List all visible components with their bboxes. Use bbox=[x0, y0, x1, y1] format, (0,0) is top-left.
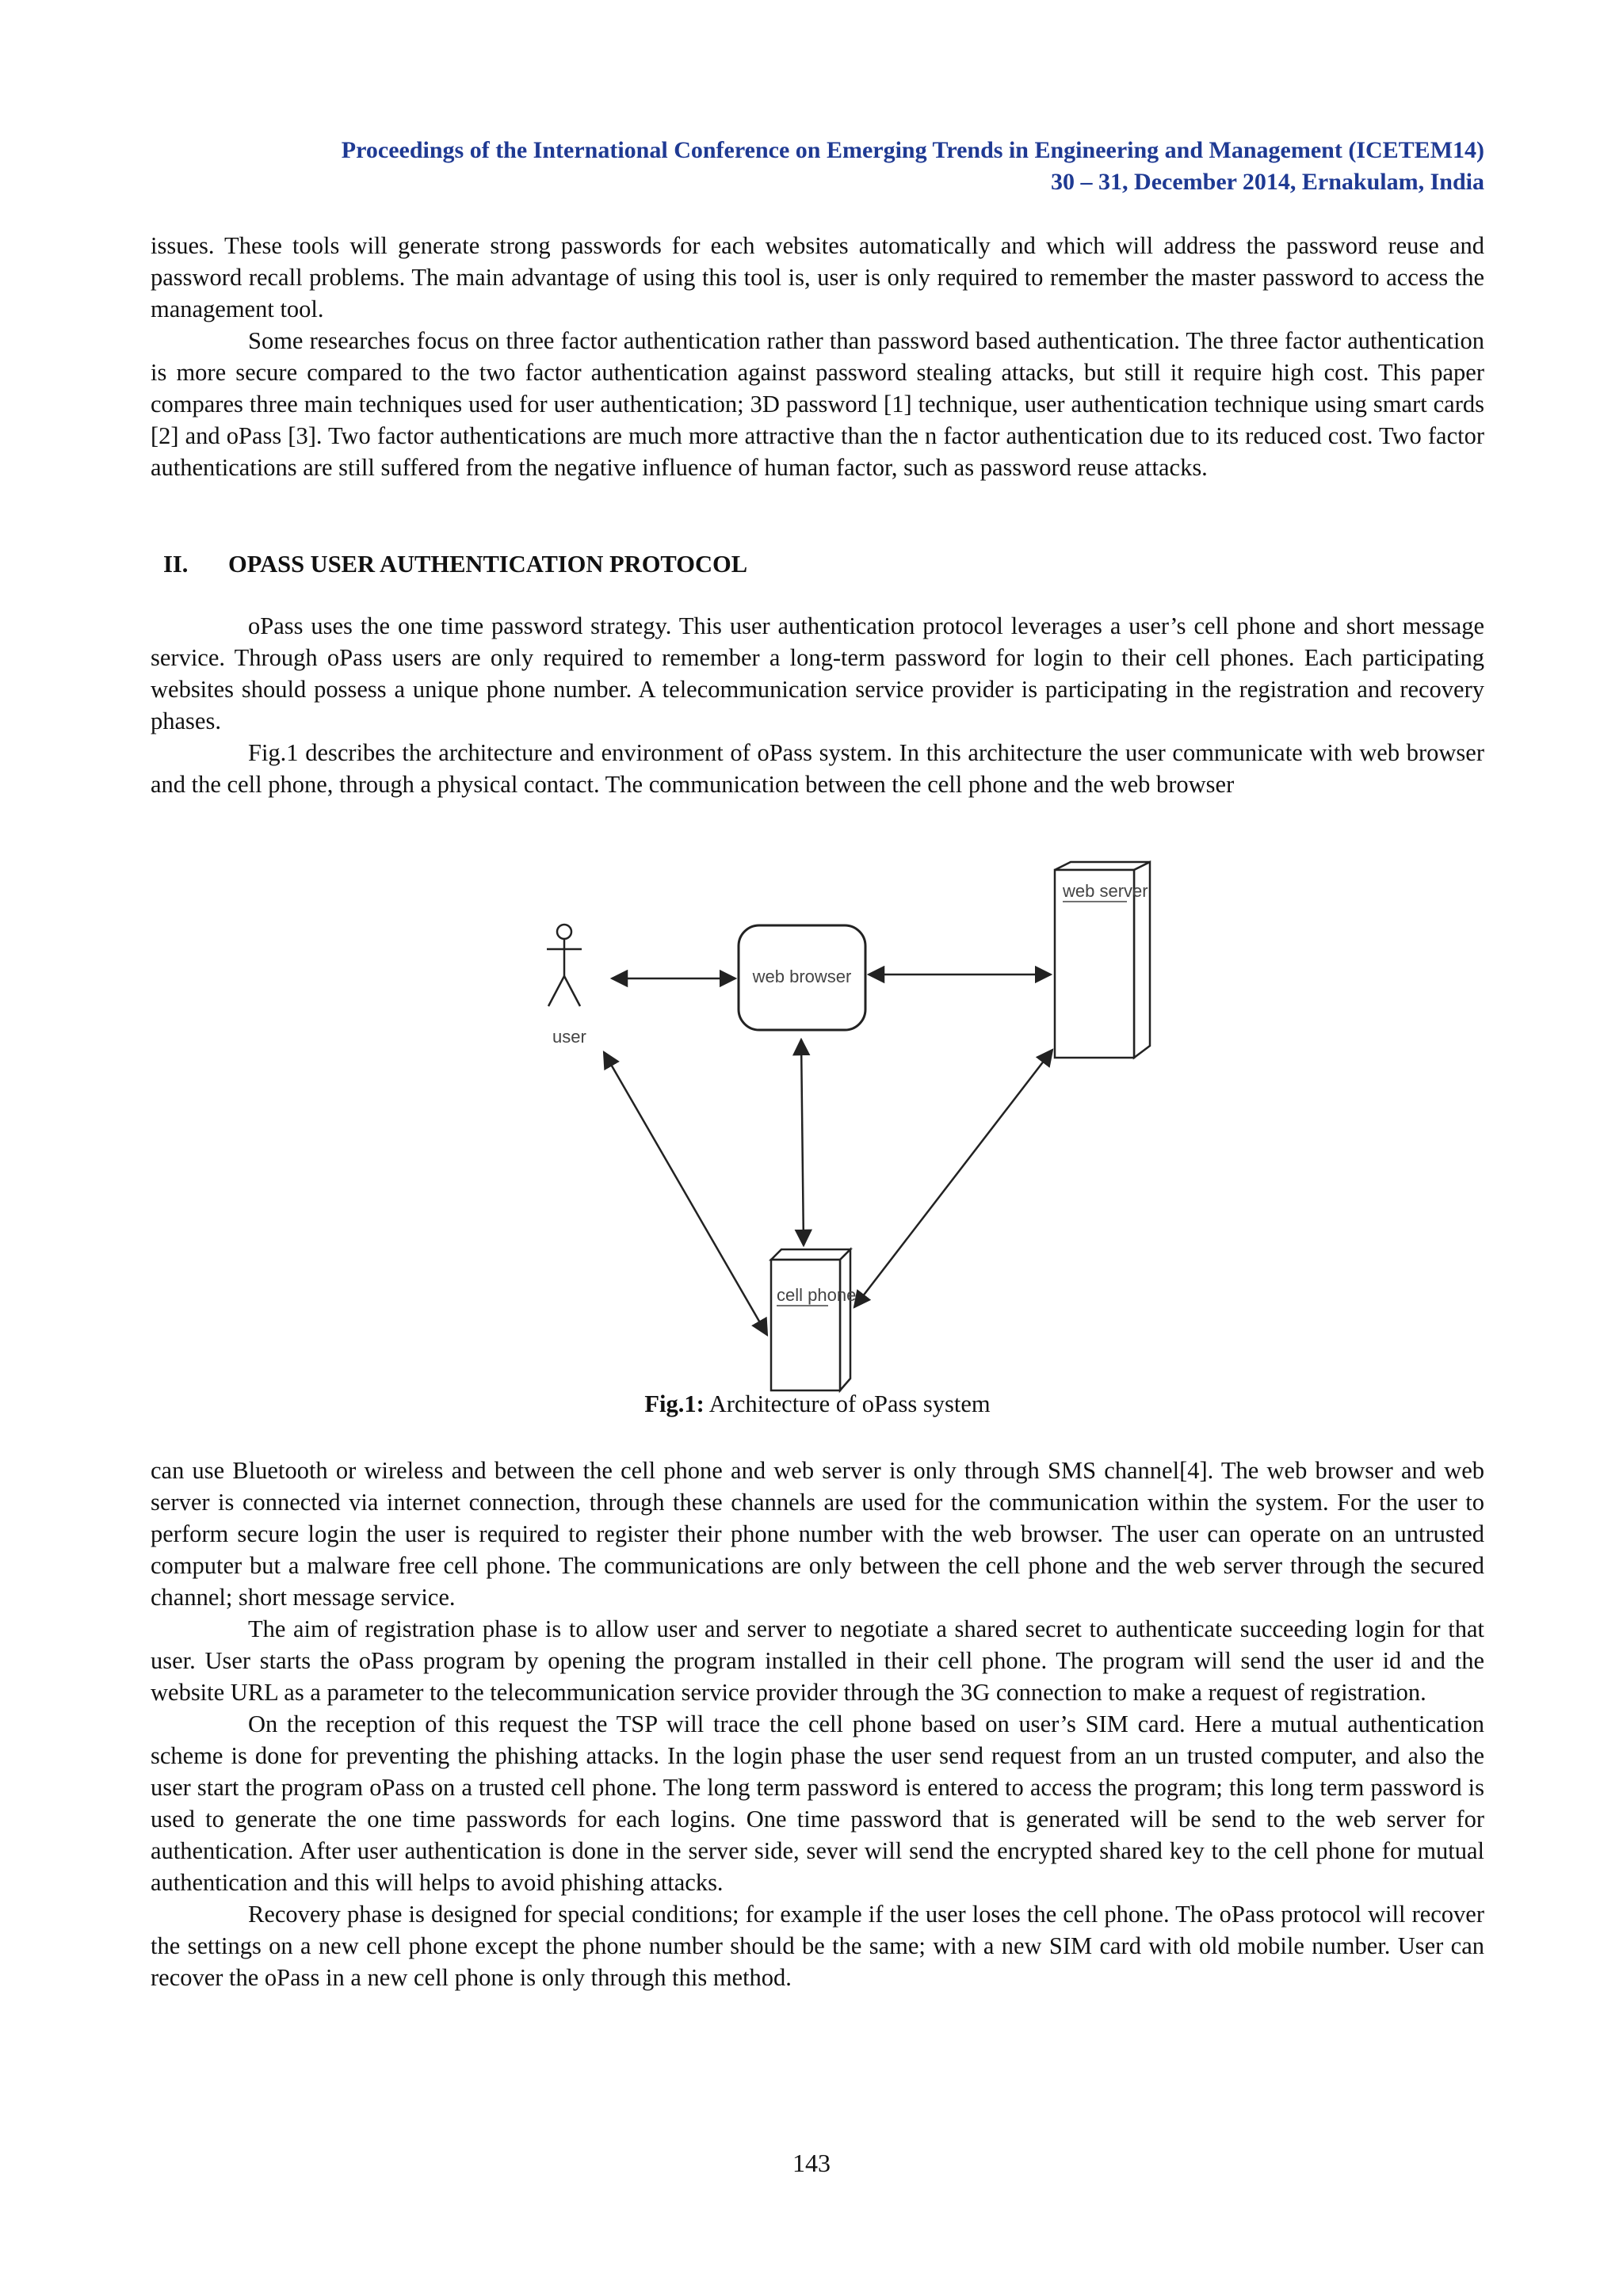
architecture-diagram bbox=[507, 856, 1157, 1394]
section-title: OPASS USER AUTHENTICATION PROTOCOL bbox=[228, 551, 748, 578]
user-actor-icon bbox=[547, 925, 582, 1006]
paragraph: The aim of registration phase is to allow user and server to negotiate a shared secret to authenticate succeeding login for that user. User starts the oPass program by opening the program installed in their cell phone. The program will send the user id and the website URL as a parameter to the telecommunication service provider through the 3G connection to make a request of registration. bbox=[151, 1615, 1484, 1706]
section-heading bbox=[163, 548, 747, 580]
paragraph: Fig.1 describes the architecture and environment of oPass system. In this architecture the user communicate with web browser and the cell phone, through a physical contact. The communication between the cell phone and the web browser bbox=[151, 739, 1484, 798]
web-browser-label: web browser bbox=[752, 967, 852, 986]
paragraph: On the reception of this request the TSP will trace the cell phone based on user’s SIM card. Here a mutual authentication scheme is done for preventing the phishing attacks. In the login phase the user send request from an un trusted computer, and also the user start the program oPass on a trusted cell phone. The long term password is entered to access the program; this long term password is used to generate the one time passwords for each logins. One time password that is generated will be send to the web server for authentication. After user authentication is done in the server side, sever will send the encrypted shared key to the cell phone for mutual authentication and this will helps to avoid phishing attacks. bbox=[151, 1711, 1484, 1896]
web-server-label: web server bbox=[1063, 881, 1148, 901]
paragraph: oPass uses the one time password strategy. This user authentication protocol leverages a user’s cell phone and short message service. Through oPass users are only required to remember a long-term password for login to their cell phones. Each participating websites should possess a unique phone number. A telecommunication service provider is participating in the registration and recovery phases. bbox=[151, 612, 1484, 734]
cell-phone-label: cell phone bbox=[777, 1285, 857, 1305]
arrow-user-phone bbox=[604, 1052, 767, 1335]
page-number: 143 bbox=[792, 2149, 831, 2177]
header-line-2: 30 – 31, December 2014, Ernakulam, India bbox=[1051, 169, 1484, 195]
running-header bbox=[137, 135, 1484, 198]
paragraph: Some researches focus on three factor authentication rather than password based authentication. The three factor authentication is more secure compared to the two factor authentication against password stealing attacks, but still it require high cost. This paper compares three main techniques used for user authentication; 3D password [1] technique, user authentication technique using smart cards [2] and oPass [3]. Two factor authentications are much more attractive than the n factor authentication due to its reduced cost. Two factor authentications are still suffered from the negative influence of human factor, such as password reuse attacks. bbox=[151, 327, 1484, 481]
text-block-top bbox=[151, 230, 1484, 483]
paragraph: Recovery phase is designed for special conditions; for example if the user loses the cell phone. The oPass protocol will recover the settings on a new cell phone except the phone number should be the same; with a new SIM card with old mobile number. User can recover the oPass in a new cell phone is only through this method. bbox=[151, 1901, 1484, 1991]
user-label: user bbox=[552, 1027, 586, 1047]
text-block-bottom bbox=[151, 1455, 1484, 1993]
arrow-server-phone bbox=[854, 1050, 1052, 1307]
text-block-middle bbox=[151, 610, 1484, 800]
paragraph: issues. These tools will generate strong passwords for each websites automatically and which will address the password reuse and password recall problems. The main advantage of using this tool is, user is only required to remember the master password to access the management tool. bbox=[151, 232, 1484, 322]
section-number: II. bbox=[163, 551, 189, 578]
caption-label: Fig.1: bbox=[644, 1390, 705, 1417]
arrow-browser-phone bbox=[801, 1039, 804, 1245]
header-line-1: Proceedings of the International Conference on Emerging Trends in Engineering and Management (ICETEM14) bbox=[341, 137, 1484, 163]
caption-text: Architecture of oPass system bbox=[704, 1390, 991, 1417]
figure-caption bbox=[151, 1388, 1484, 1420]
cell-phone-box bbox=[771, 1249, 850, 1390]
paragraph: can use Bluetooth or wireless and between the cell phone and web server is only through SMS channel[4]. The web browser and web server is connected via internet connection, through these channels are used for the communication within the system. For the user to perform secure login the user is required to register their phone number with the web browser. The user can operate on an untrusted computer but a malware free cell phone. The communications are only between the cell phone and the web server through the secured channel; short message service. bbox=[151, 1457, 1484, 1611]
architecture-figure bbox=[507, 856, 1157, 1394]
